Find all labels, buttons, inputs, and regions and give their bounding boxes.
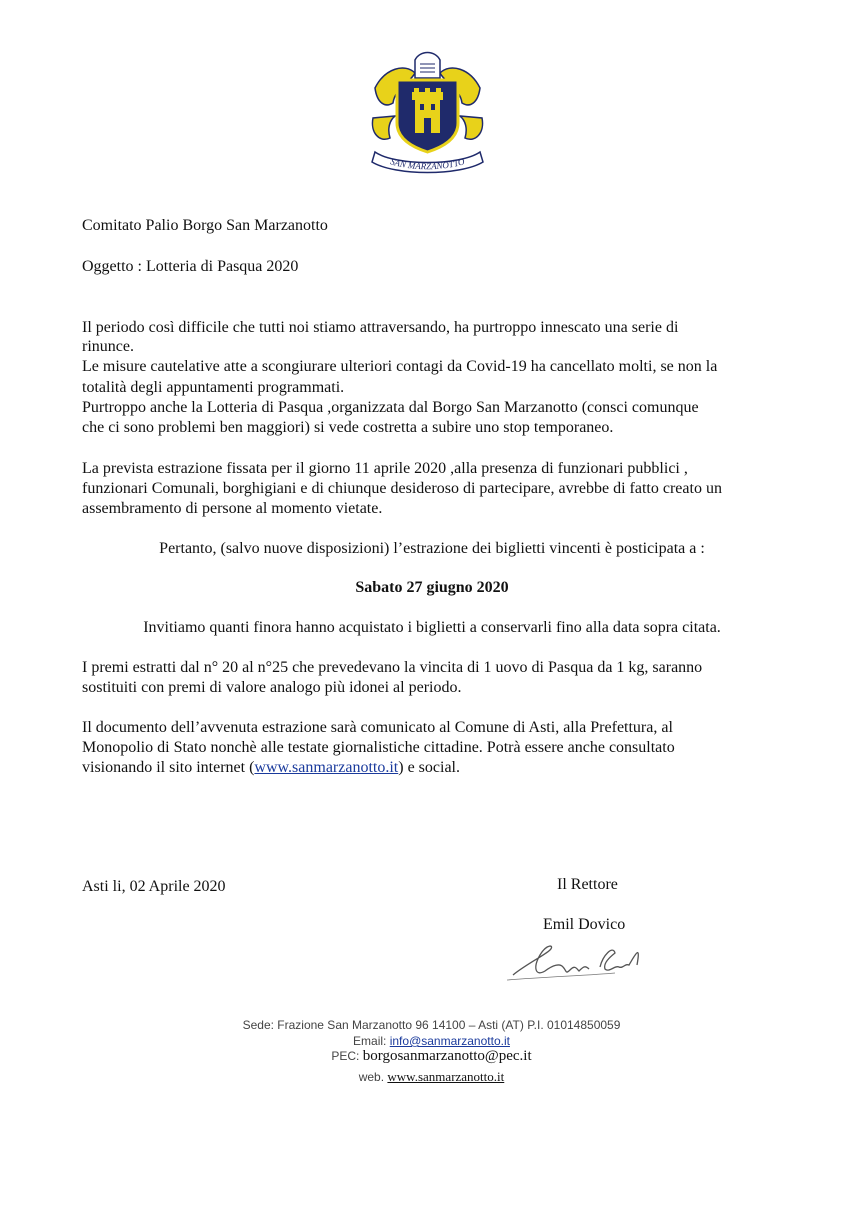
body-line: I premi estratti dal n° 20 al n°25 che prevedevano la vincita di 1 uovo di Pasqua da 1 kg, saranno	[82, 659, 703, 676]
body-line: La prevista estrazione fissata per il giorno 11 aprile 2020 ,alla presenza di funzionari pubblici ,	[82, 460, 688, 477]
web-link[interactable]: www.sanmarzanotto.it	[387, 1069, 505, 1084]
body-line: Le misure cautelative atte a scongiurare ulteriori contagi da Covid-19 ha cancellato molti, se non la	[82, 358, 718, 375]
body-text: ) e social.	[398, 759, 460, 776]
footer-pec-label: PEC:	[331, 1049, 363, 1063]
footer-email-label: Email:	[353, 1034, 390, 1048]
footer-address: Sede: Frazione San Marzanotto 96 14100 – Asti (AT) P.I. 01014850059	[242, 1018, 621, 1032]
footer-web	[0, 1069, 863, 1085]
body-line: assembramento di persone al momento vietate.	[82, 500, 383, 517]
signer-name: Emil Dovico	[543, 916, 626, 933]
borgo-crest-logo	[365, 48, 490, 174]
body-line: Purtroppo anche la Lotteria di Pasqua ,organizzata dal Borgo San Marzanotto (consci comunque	[82, 399, 699, 416]
footer-email	[0, 1034, 863, 1048]
pec-address: borgosanmarzanotto@pec.it	[362, 1048, 532, 1064]
ticket-notice: Invitiamo quanti finora hanno acquistato i biglietti a conservarli fino alla data sopra citata.	[143, 619, 721, 636]
body-text: visionando il sito internet (	[82, 759, 255, 776]
body-line: rinunce.	[82, 338, 134, 355]
postponement-notice: Pertanto, (salvo nuove disposizioni) l’estrazione dei biglietti vincenti è posticipata a :	[159, 540, 705, 557]
footer-pec	[0, 1048, 863, 1065]
signer-role: Il Rettore	[557, 876, 618, 893]
body-line: sostituiti con premi di valore analogo più idonei al periodo.	[82, 679, 462, 696]
email-link[interactable]: info@sanmarzanotto.it	[389, 1034, 510, 1048]
subject-line: Oggetto : Lotteria di Pasqua 2020	[82, 258, 299, 275]
sender-line: Comitato Palio Borgo San Marzanotto	[82, 217, 328, 234]
crest-motto: SAN MARZANOTTO	[389, 156, 466, 172]
body-line: Il periodo così difficile che tutti noi stiamo attraversando, ha purtroppo innescato una serie di	[82, 319, 679, 336]
handwritten-signature	[505, 935, 655, 985]
place-date: Asti li, 02 Aprile 2020	[82, 878, 226, 895]
body-line: funzionari Comunali, borghigiani e di chiunque desideroso di partecipare, avrebbe di fatto creato un	[82, 480, 722, 497]
body-line: totalità degli appuntamenti programmati.	[82, 379, 345, 396]
footer-web-label: web.	[358, 1070, 388, 1084]
website-link[interactable]: www.sanmarzanotto.it	[254, 759, 399, 776]
new-draw-date: Sabato 27 giugno 2020	[355, 579, 509, 596]
body-line	[82, 757, 782, 778]
body-line: che ci sono problemi ben maggiori) si vede costretta a subire uno stop temporaneo.	[82, 419, 614, 436]
body-line: Il documento dell’avvenuta estrazione sarà comunicato al Comune di Asti, alla Prefettura, al	[82, 719, 673, 736]
body-line: Monopolio di Stato nonchè alle testate giornalistiche cittadine. Potrà essere anche consultato	[82, 739, 675, 756]
